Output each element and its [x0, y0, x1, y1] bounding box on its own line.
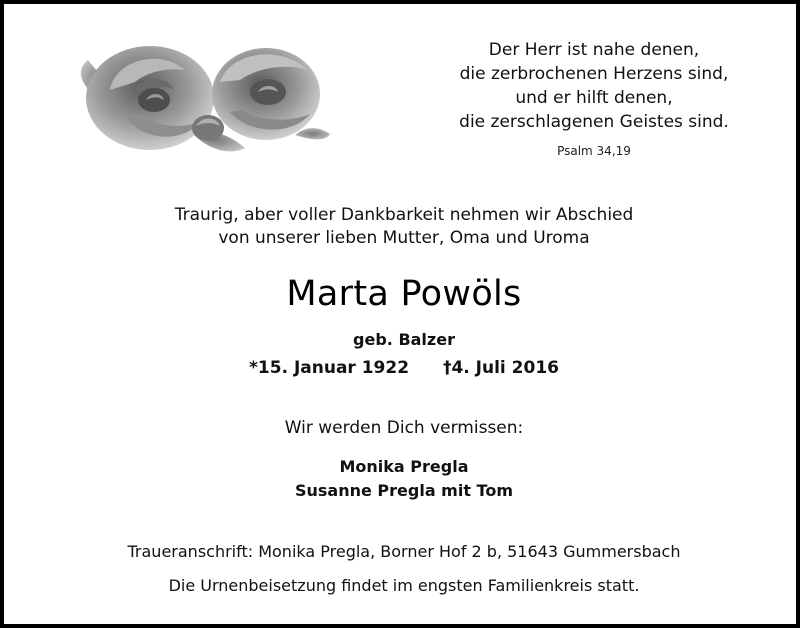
farewell-text: Wir werden Dich vermissen: [284, 418, 524, 438]
mourners-list [4, 455, 800, 503]
verse-line: die zerbrochenen Herzens sind, [459, 64, 729, 84]
death-date: †4. Juli 2016 [442, 358, 559, 378]
verse-line: Der Herr ist nahe denen, [488, 40, 700, 60]
deceased-name: Marta Powöls [286, 274, 522, 314]
intro-line: Traurig, aber voller Dankbarkeit nehmen wir Abschied [174, 205, 634, 225]
life-dates [4, 358, 800, 378]
intro-line: von unserer lieben Mutter, Oma und Uroma [218, 228, 590, 248]
mourner-name: Susanne Pregla mit Tom [294, 481, 514, 500]
mourner-name: Monika Pregla [339, 457, 469, 476]
verse-source: Psalm 34,19 [557, 144, 631, 158]
condolence-address: Traueranschrift: Monika Pregla, Borner Hof 2 b, 51643 Gummersbach [127, 542, 681, 561]
roses-image [70, 30, 332, 164]
verse-line: und er hilft denen, [515, 88, 673, 108]
birth-date: *15. Januar 1922 [249, 358, 410, 378]
burial-note: Die Urnenbeisetzung findet im engsten Familienkreis statt. [168, 576, 640, 595]
maiden-name: geb. Balzer [353, 330, 455, 349]
bible-verse [434, 38, 754, 134]
intro-text [4, 204, 800, 250]
verse-line: die zerschlagenen Geistes sind. [459, 112, 729, 132]
